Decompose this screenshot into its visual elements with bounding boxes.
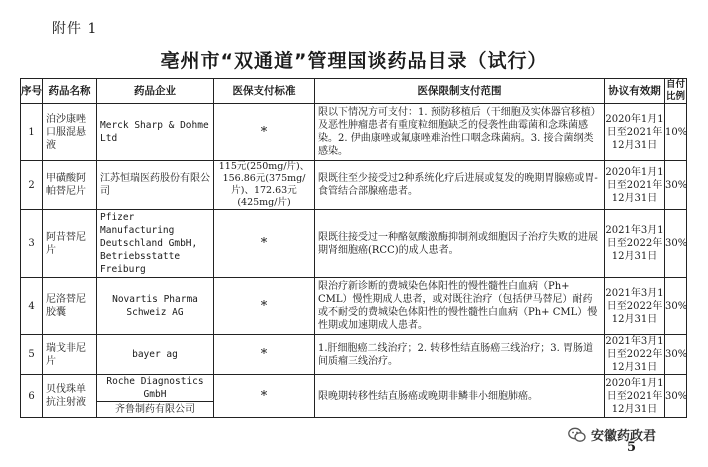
cell-drug-name: 尼洛替尼胶囊 [43,278,97,335]
cell-company: Roche Diagnostics GmbH [97,375,214,402]
cell-self-pay-ratio: 30% [665,335,687,375]
table-row [21,375,687,402]
cell-drug-name: 瑞戈非尼片 [43,335,97,375]
cell-payment-scope: 限晚期转移性结直肠癌或晚期非鳞非小细胞肺癌。 [315,375,605,418]
cell-payment-standard: 115元(250mg/片)、156.86元(375mg/片)、172.63元(425mg/片) [214,161,315,210]
cell-payment-standard: * [214,335,315,375]
cell-validity: 2021年3月1日至2022年12月31日 [605,336,664,373]
wechat-icon [568,427,586,443]
watermark [568,425,656,444]
table-row [21,104,687,161]
cell-self-pay-ratio: 30% [665,161,687,210]
cell-payment-scope: 限治疗新诊断的费城染色体阳性的慢性髓性白血病（Ph+ CML）慢性期成人患者，或对既往治疗（包括伊马替尼）耐药或不耐受的费城染色体阳性的慢性髓性白血病（Ph+ CML）慢性期或加速期成人患者。 [315,278,605,335]
cell-company: Merck Sharp & Dohme Ltd [97,104,214,161]
cell-self-pay-ratio: 30% [665,375,687,418]
cell-self-pay-ratio: 10% [665,104,687,161]
table-row [21,335,687,375]
header-payment-standard: 医保支付标准 [214,79,315,104]
header-validity: 协议有效期 [605,79,665,104]
table-row [21,278,687,335]
table-header-row [21,79,687,104]
cell-seq: 4 [21,278,43,335]
cell-payment-standard: * [214,375,315,418]
page-number: 5 [627,440,637,455]
drug-catalog-table [20,78,687,418]
cell-self-pay-ratio: 30% [665,278,687,335]
cell-company: 齐鲁制药有限公司 [97,402,214,418]
cell-payment-scope: 限以下情况方可支付：1. 预防移植后（干细胞及实体器官移植）及恶性肿瘤患者有重度粒细胞缺乏的侵袭性曲霉菌和念珠菌感染。2. 伊曲康唑或氟康唑难治性口咽念珠菌病。3. 接合菌纲类感染。 [315,104,605,161]
cell-payment-scope: 限既往接受过一种酪氨酸激酶抑制剂或细胞因子治疗失败的进展期肾细胞癌(RCC)的成人患者。 [315,210,605,278]
cell-seq: 5 [21,335,43,375]
cell-seq: 1 [21,104,43,161]
cell-drug-name: 贝伐珠单抗注射液 [43,375,97,418]
table-row [21,161,687,210]
cell-payment-scope: 1.肝细胞癌二线治疗；2. 转移性结直肠癌三线治疗；3. 胃肠道间质瘤三线治疗。 [315,335,605,375]
cell-validity: 2020年1月1日至2021年12月31日 [605,104,665,161]
cell-validity: 2020年1月1日至2021年12月31日 [605,375,665,418]
header-payment-scope: 医保限制支付范围 [315,79,605,104]
cell-seq: 6 [21,375,43,418]
cell-seq: 2 [21,161,43,210]
header-drug-name: 药品名称 [43,79,97,104]
header-seq: 序号 [21,79,43,104]
header-self-pay-ratio: 自付比例 [665,79,685,102]
table-row [21,210,687,278]
cell-payment-standard: * [214,278,315,335]
watermark-text: 安徽药政君 [591,429,657,444]
cell-payment-scope: 限既往至少接受过2种系统化疗后进展或复发的晚期胃腺癌或胃-食管结合部腺癌患者。 [315,161,605,210]
cell-drug-name: 阿昔替尼片 [43,210,97,278]
cell-validity: 2020年1月1日至2021年12月31日 [605,161,665,210]
page-title: 亳州市“双通道”管理国谈药品目录（试行） [160,50,548,72]
cell-payment-standard: * [214,210,315,278]
cell-drug-name: 泊沙康唑口服混悬液 [43,104,97,161]
cell-company: Pfizer Manufacturing Deutschland GmbH, Betriebsstatte Freiburg [97,210,214,278]
cell-payment-standard: * [214,104,315,161]
cell-company: bayer ag [97,335,214,375]
cell-validity: 2021年3月1日至2022年12月31日 [605,210,665,278]
cell-company: Novartis Pharma Schweiz AG [97,278,214,335]
cell-company: 江苏恒瑞医药股份有限公司 [97,161,214,210]
cell-drug-name: 甲磺酸阿帕替尼片 [43,161,97,210]
header-company: 药品企业 [97,79,214,104]
cell-self-pay-ratio: 30% [665,210,687,278]
cell-validity: 2021年3月1日至2022年12月31日 [605,278,665,335]
cell-seq: 3 [21,210,43,278]
annex-label: 附件 1 [52,21,98,37]
